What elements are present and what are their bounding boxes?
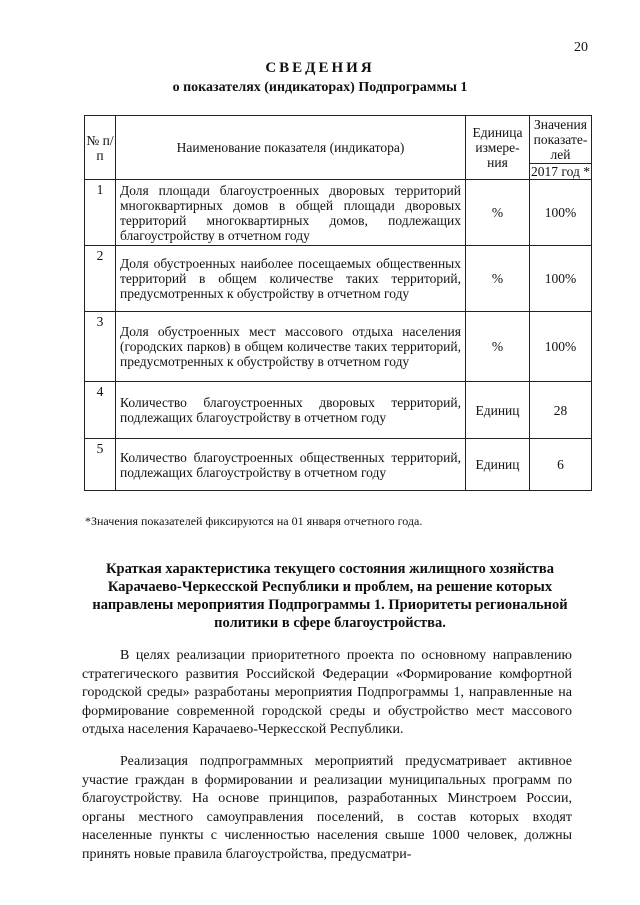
header-unit: Единица измере-ния: [466, 116, 530, 180]
row-num: 1: [85, 180, 116, 246]
row-name: Количество благоустроенных общественных территорий, подлежащих благоустройству в отчетном году: [116, 439, 466, 491]
row-name: Доля обустроенных мест массового отдыха населения (городских парков) в общем количестве таких территорий, предусмотренных к обустройству в отчетном году: [116, 312, 466, 382]
footnote: *Значения показателей фиксируются на 01 января отчетного года.: [85, 514, 423, 528]
document-title: СВЕДЕНИЯ: [265, 60, 375, 76]
table-row: [85, 439, 592, 491]
row-unit: Единиц: [466, 382, 530, 439]
header-values: Значения показате-лей: [530, 116, 592, 164]
page-number: 20: [574, 40, 588, 55]
row-num: 5: [85, 439, 116, 491]
indicators-table: [84, 115, 592, 491]
row-num: 2: [85, 246, 116, 312]
row-value: 100%: [530, 246, 592, 312]
row-num: 4: [85, 382, 116, 439]
row-name: Доля площади благоустроенных дворовых территорий многоквартирных домов в общей площади дворовых территорий многоквартирных домов, подлежащих благоустройству в отчетном году: [116, 180, 466, 246]
row-num: 3: [85, 312, 116, 382]
header-name: Наименование показателя (индикатора): [116, 116, 466, 180]
table-row: [85, 246, 592, 312]
row-value: 28: [530, 382, 592, 439]
table-row: [85, 312, 592, 382]
row-value: 100%: [530, 312, 592, 382]
table-row: [85, 382, 592, 439]
paragraph: В целях реализации приоритетного проекта по основному направлению стратегического развития Российской Федерации «Формирование комфортной городской среды» разработаны мероприятия Подпрограммы 1, направленные на формирование современной городской среды и обустройство мест массового отдыха населения Карачаево-Черкесской Республики.: [82, 648, 572, 737]
row-name: Количество благоустроенных дворовых территорий, подлежащих благоустройству в отчетном году: [116, 382, 466, 439]
row-name: Доля обустроенных наиболее посещаемых общественных территорий в общем количестве таких территорий, предусмотренных к обустройству в отчетном году: [116, 246, 466, 312]
section-title: Краткая характеристика текущего состояния жилищного хозяйства Карачаево-Черкесской Республики и проблем, на решение которых направлены мероприятия Подпрограммы 1. Приоритеты региональной политики в сфере благоустройства.: [92, 561, 568, 631]
row-unit: Единиц: [466, 439, 530, 491]
table-row: [85, 180, 592, 246]
row-value: 6: [530, 439, 592, 491]
paragraph: Реализация подпрограммных мероприятий предусматривает активное участие граждан в формировании и реализации муниципальных программ по благоустройству. На основе принципов, разработанных Минстроем России, органы местного самоуправления поселений, в состав которых входят населенные пункты с численностью населения свыше 1000 человек, должны принять новые правила благоустройства, предусматри-: [82, 754, 572, 862]
document-subtitle: о показателях (индикаторах) Подпрограммы 1: [172, 80, 468, 95]
header-num: № п/п: [85, 116, 116, 180]
row-unit: %: [466, 180, 530, 246]
header-year: 2017 год *: [531, 164, 590, 179]
row-unit: %: [466, 312, 530, 382]
row-value: 100%: [530, 180, 592, 246]
row-unit: %: [466, 246, 530, 312]
